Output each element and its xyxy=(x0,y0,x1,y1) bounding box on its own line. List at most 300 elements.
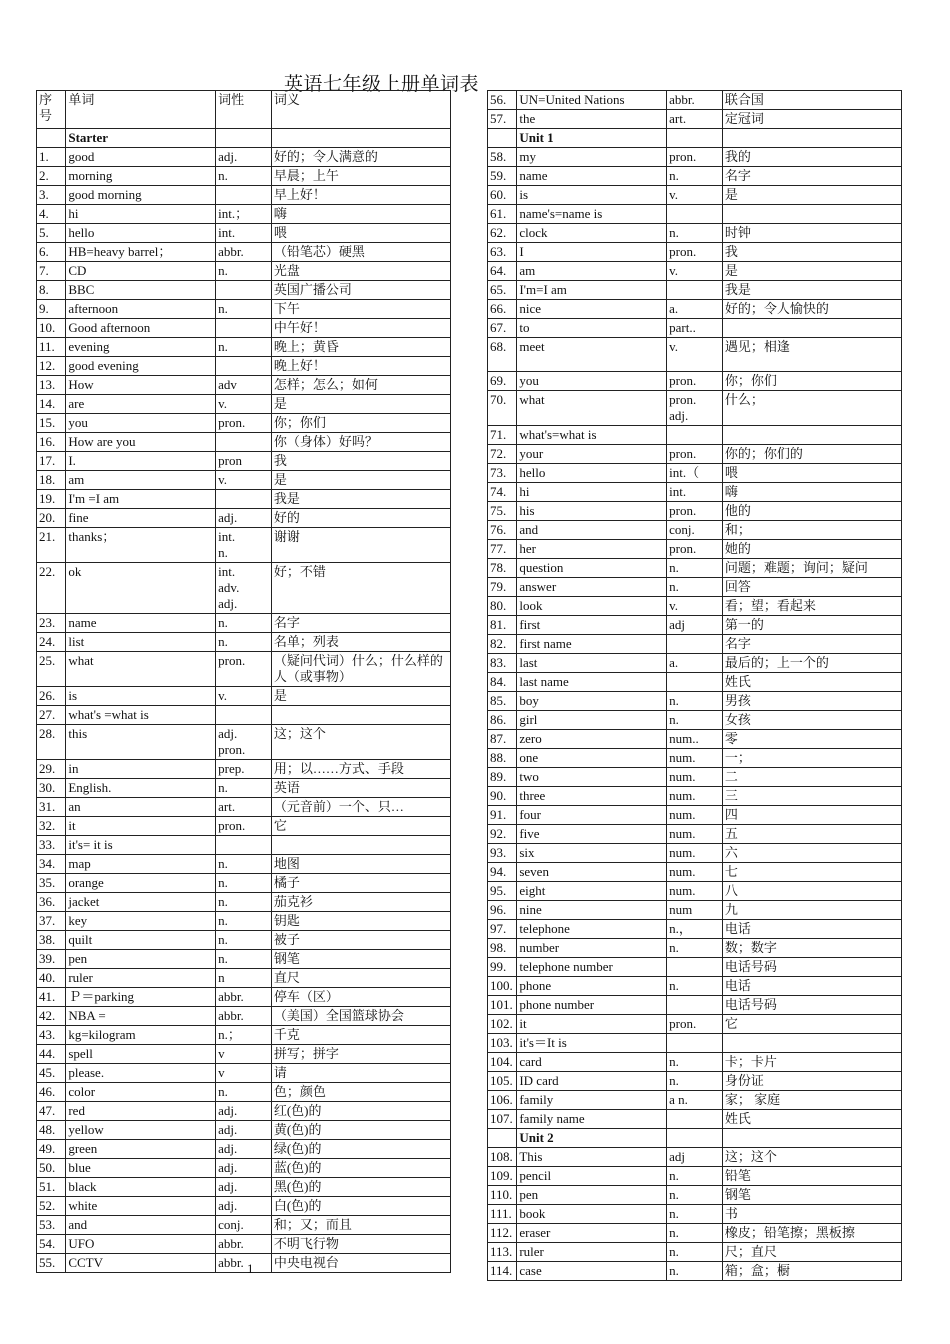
cell-pos: art. xyxy=(216,798,272,817)
cell-pos: int. xyxy=(667,483,723,502)
cell-pos: n. xyxy=(216,950,272,969)
cell-word: This xyxy=(517,1148,667,1167)
cell-no: 107. xyxy=(488,1110,517,1129)
cell-pos xyxy=(667,281,723,300)
cell-meaning: 女孩 xyxy=(722,711,901,730)
table-row xyxy=(37,1007,451,1026)
cell-meaning: 男孩 xyxy=(722,692,901,711)
cell-word: first xyxy=(517,616,667,635)
table-row xyxy=(488,502,902,521)
table-row xyxy=(488,445,902,464)
cell-word: eraser xyxy=(517,1224,667,1243)
cell-pos xyxy=(667,1129,723,1148)
table-row xyxy=(488,110,902,129)
table-row xyxy=(37,855,451,874)
cell-word: pen xyxy=(66,950,216,969)
table-row xyxy=(37,817,451,836)
table-row xyxy=(37,281,451,300)
cell-pos xyxy=(667,1034,723,1053)
cell-no: 9. xyxy=(37,300,66,319)
cell-no: 72. xyxy=(488,445,517,464)
cell-word: How are you xyxy=(66,433,216,452)
cell-no: 1. xyxy=(37,148,66,167)
cell-pos: v xyxy=(216,1045,272,1064)
cell-word: boy xyxy=(517,692,667,711)
cell-no: 101. xyxy=(488,996,517,1015)
table-row xyxy=(488,920,902,939)
cell-word: his xyxy=(517,502,667,521)
page-title: 英语七年级上册单词表 xyxy=(284,74,480,95)
cell-meaning: 它 xyxy=(722,1015,901,1034)
cell-no: 43. xyxy=(37,1026,66,1045)
cell-pos: n. xyxy=(667,1186,723,1205)
cell-meaning: 是 xyxy=(271,471,450,490)
cell-no: 84. xyxy=(488,673,517,692)
cell-no: 25. xyxy=(37,652,66,687)
cell-meaning: 七 xyxy=(722,863,901,882)
cell-no: 41. xyxy=(37,988,66,1007)
cell-word: quilt xyxy=(66,931,216,950)
cell-pos: int. adv. adj. xyxy=(216,563,272,614)
table-row xyxy=(488,540,902,559)
cell-no: 17. xyxy=(37,452,66,471)
cell-meaning: 白(色)的 xyxy=(271,1197,450,1216)
cell-word: my xyxy=(517,148,667,167)
cell-meaning: 二 xyxy=(722,768,901,787)
table-row xyxy=(488,319,902,338)
cell-no: 96. xyxy=(488,901,517,920)
cell-no: 97. xyxy=(488,920,517,939)
table-row xyxy=(37,262,451,281)
table-row xyxy=(37,414,451,433)
cell-pos: n. xyxy=(216,262,272,281)
cell-word: CD xyxy=(66,262,216,281)
cell-no: 93. xyxy=(488,844,517,863)
cell-pos xyxy=(667,958,723,977)
cell-meaning: 联合国 xyxy=(722,91,901,110)
cell-no: 57. xyxy=(488,110,517,129)
cell-word: phone xyxy=(517,977,667,996)
table-row xyxy=(488,863,902,882)
cell-word: name xyxy=(517,167,667,186)
cell-no: 26. xyxy=(37,687,66,706)
table-row xyxy=(37,1235,451,1254)
cell-word: her xyxy=(517,540,667,559)
table-row xyxy=(488,372,902,391)
table-row xyxy=(37,874,451,893)
cell-word: is xyxy=(66,687,216,706)
cell-pos: pron. xyxy=(667,540,723,559)
table-row xyxy=(37,1083,451,1102)
cell-meaning: 是 xyxy=(722,186,901,205)
cell-meaning: 色；颜色 xyxy=(271,1083,450,1102)
cell-word: your xyxy=(517,445,667,464)
cell-meaning xyxy=(722,426,901,445)
cell-no: 37. xyxy=(37,912,66,931)
table-row xyxy=(488,262,902,281)
cell-word: this xyxy=(66,725,216,760)
cell-pos: n. xyxy=(216,633,272,652)
table-row xyxy=(37,395,451,414)
cell-word: you xyxy=(66,414,216,433)
cell-no: 76. xyxy=(488,521,517,540)
cell-pos: v. xyxy=(667,597,723,616)
cell-pos xyxy=(667,996,723,1015)
cell-meaning: 时钟 xyxy=(722,224,901,243)
cell-pos: pron. xyxy=(216,414,272,433)
cell-meaning: 卡；卡片 xyxy=(722,1053,901,1072)
cell-no: 75. xyxy=(488,502,517,521)
cell-no: 79. xyxy=(488,578,517,597)
cell-word: am xyxy=(517,262,667,281)
header-pos: 词性 xyxy=(216,91,272,129)
cell-word: UFO xyxy=(66,1235,216,1254)
table-row xyxy=(488,787,902,806)
cell-no: 22. xyxy=(37,563,66,614)
cell-meaning xyxy=(271,706,450,725)
header-no: 序号 xyxy=(37,91,66,129)
cell-word: girl xyxy=(517,711,667,730)
cell-no: 56. xyxy=(488,91,517,110)
cell-meaning: 它 xyxy=(271,817,450,836)
cell-meaning: 被子 xyxy=(271,931,450,950)
cell-meaning: 英国广播公司 xyxy=(271,281,450,300)
cell-no: 102. xyxy=(488,1015,517,1034)
cell-meaning: 名单；列表 xyxy=(271,633,450,652)
cell-pos: n. xyxy=(667,1243,723,1262)
cell-no: 16. xyxy=(37,433,66,452)
cell-meaning: 家； 家庭 xyxy=(722,1091,901,1110)
table-row xyxy=(488,338,902,372)
table-row xyxy=(488,730,902,749)
cell-word: six xyxy=(517,844,667,863)
table-row xyxy=(37,969,451,988)
cell-word: an xyxy=(66,798,216,817)
cell-word: black xyxy=(66,1178,216,1197)
table-row xyxy=(37,167,451,186)
table-row xyxy=(488,939,902,958)
cell-pos: n. xyxy=(216,614,272,633)
table-row xyxy=(37,1064,451,1083)
cell-no: 31. xyxy=(37,798,66,817)
cell-no: 88. xyxy=(488,749,517,768)
cell-meaning: 铅笔 xyxy=(722,1167,901,1186)
cell-no: 92. xyxy=(488,825,517,844)
cell-word: question xyxy=(517,559,667,578)
cell-word: three xyxy=(517,787,667,806)
cell-word: two xyxy=(517,768,667,787)
cell-word: spell xyxy=(66,1045,216,1064)
cell-meaning: 遇见；相逢 xyxy=(722,338,901,372)
cell-pos: adj. xyxy=(216,1178,272,1197)
table-row xyxy=(37,452,451,471)
cell-no: 63. xyxy=(488,243,517,262)
cell-pos: int. n. xyxy=(216,528,272,563)
table-row xyxy=(488,958,902,977)
cell-no: 109. xyxy=(488,1167,517,1186)
cell-pos: art. xyxy=(667,110,723,129)
table-row xyxy=(37,988,451,1007)
cell-no: 20. xyxy=(37,509,66,528)
cell-pos: v. xyxy=(667,186,723,205)
cell-word: in xyxy=(66,760,216,779)
cell-word: zero xyxy=(517,730,667,749)
cell-no: 33. xyxy=(37,836,66,855)
cell-word: Good afternoon xyxy=(66,319,216,338)
cell-meaning: 身份证 xyxy=(722,1072,901,1091)
cell-no: 74. xyxy=(488,483,517,502)
cell-no: 66. xyxy=(488,300,517,319)
cell-no: 62. xyxy=(488,224,517,243)
cell-word: number xyxy=(517,939,667,958)
cell-pos xyxy=(667,129,723,148)
cell-meaning: 她的 xyxy=(722,540,901,559)
cell-pos: a. xyxy=(667,654,723,673)
cell-meaning: 蓝(色)的 xyxy=(271,1159,450,1178)
table-row xyxy=(488,1110,902,1129)
cell-word: seven xyxy=(517,863,667,882)
cell-meaning: 什么； xyxy=(722,391,901,426)
cell-pos xyxy=(667,673,723,692)
cell-meaning: 请 xyxy=(271,1064,450,1083)
cell-pos: pron. xyxy=(216,817,272,836)
cell-word: good evening xyxy=(66,357,216,376)
table-row xyxy=(37,338,451,357)
cell-no: 48. xyxy=(37,1121,66,1140)
cell-pos: n. xyxy=(667,1205,723,1224)
cell-meaning: 你的；你们的 xyxy=(722,445,901,464)
cell-meaning: 是 xyxy=(271,687,450,706)
table-row xyxy=(488,1091,902,1110)
cell-word: what's =what is xyxy=(66,706,216,725)
cell-no: 11. xyxy=(37,338,66,357)
cell-pos: n. xyxy=(667,167,723,186)
cell-pos: abbr. xyxy=(216,988,272,1007)
cell-pos: v. xyxy=(667,338,723,372)
cell-no: 81. xyxy=(488,616,517,635)
cell-pos: adj. xyxy=(216,1159,272,1178)
cell-pos: v. xyxy=(667,262,723,281)
table-row xyxy=(488,186,902,205)
cell-no: 47. xyxy=(37,1102,66,1121)
cell-meaning: 不明飞行物 xyxy=(271,1235,450,1254)
cell-meaning: 零 xyxy=(722,730,901,749)
cell-pos: n. xyxy=(216,1083,272,1102)
table-row xyxy=(37,224,451,243)
cell-no: 106. xyxy=(488,1091,517,1110)
cell-meaning: 姓氏 xyxy=(722,1110,901,1129)
cell-word: what's=what is xyxy=(517,426,667,445)
cell-pos: abbr. xyxy=(216,1254,272,1273)
cell-word: you xyxy=(517,372,667,391)
cell-word: I'm =I am xyxy=(66,490,216,509)
cell-pos: int.（ xyxy=(667,464,723,483)
table-row xyxy=(488,1072,902,1091)
cell-no: 90. xyxy=(488,787,517,806)
section-row xyxy=(488,1129,902,1148)
table-row xyxy=(488,1224,902,1243)
vocab-table-left xyxy=(36,90,451,1273)
cell-word: kg=kilogram xyxy=(66,1026,216,1045)
cell-no: 4. xyxy=(37,205,66,224)
cell-pos: n. xyxy=(216,300,272,319)
cell-no: 111. xyxy=(488,1205,517,1224)
cell-meaning: 我 xyxy=(271,452,450,471)
table-row xyxy=(488,635,902,654)
cell-word: family xyxy=(517,1091,667,1110)
cell-word: to xyxy=(517,319,667,338)
cell-pos: n. xyxy=(216,931,272,950)
cell-pos: num. xyxy=(667,863,723,882)
cell-word: CCTV xyxy=(66,1254,216,1273)
cell-no: 108. xyxy=(488,1148,517,1167)
table-row xyxy=(37,243,451,262)
cell-no: 40. xyxy=(37,969,66,988)
cell-meaning: 箱；盒；橱 xyxy=(722,1262,901,1281)
cell-pos: pron xyxy=(216,452,272,471)
cell-meaning: 停车（区） xyxy=(271,988,450,1007)
cell-meaning: 钥匙 xyxy=(271,912,450,931)
cell-pos: pron. xyxy=(667,502,723,521)
cell-meaning: 黑(色)的 xyxy=(271,1178,450,1197)
cell-meaning: 名字 xyxy=(722,635,901,654)
cell-no: 94. xyxy=(488,863,517,882)
cell-word: family name xyxy=(517,1110,667,1129)
cell-pos: num xyxy=(667,901,723,920)
cell-pos: conj. xyxy=(216,1216,272,1235)
cell-pos: n. xyxy=(667,224,723,243)
cell-meaning xyxy=(722,205,901,224)
table-row xyxy=(37,1121,451,1140)
table-row xyxy=(488,996,902,1015)
cell-pos: adj. xyxy=(216,509,272,528)
table-row xyxy=(488,692,902,711)
cell-pos: n. xyxy=(216,779,272,798)
cell-word: pen xyxy=(517,1186,667,1205)
cell-meaning: 和；又；而且 xyxy=(271,1216,450,1235)
cell-meaning: 这；这个 xyxy=(271,725,450,760)
cell-word: blue xyxy=(66,1159,216,1178)
cell-meaning: 光盘 xyxy=(271,262,450,281)
cell-no: 45. xyxy=(37,1064,66,1083)
table-row xyxy=(37,779,451,798)
cell-meaning xyxy=(722,319,901,338)
cell-word: good morning xyxy=(66,186,216,205)
cell-word: thanks； xyxy=(66,528,216,563)
cell-meaning: 喂 xyxy=(271,224,450,243)
cell-no xyxy=(37,129,66,148)
vocab-table-right xyxy=(487,90,902,1281)
cell-word: ok xyxy=(66,563,216,614)
cell-meaning: 好的；令人满意的 xyxy=(271,148,450,167)
cell-pos: n. xyxy=(667,977,723,996)
cell-word: name xyxy=(66,614,216,633)
table-row xyxy=(488,825,902,844)
table-row xyxy=(37,1178,451,1197)
cell-pos xyxy=(667,205,723,224)
table-row xyxy=(488,243,902,262)
table-row xyxy=(37,652,451,687)
cell-word: name's=name is xyxy=(517,205,667,224)
cell-no: 65. xyxy=(488,281,517,300)
cell-word: is xyxy=(517,186,667,205)
cell-pos: int.； xyxy=(216,205,272,224)
cell-pos: adj. xyxy=(216,1140,272,1159)
cell-no: 15. xyxy=(37,414,66,433)
cell-word: yellow xyxy=(66,1121,216,1140)
cell-no: 44. xyxy=(37,1045,66,1064)
table-row xyxy=(37,563,451,614)
cell-no: 60. xyxy=(488,186,517,205)
cell-pos: adj. xyxy=(216,148,272,167)
cell-word: morning xyxy=(66,167,216,186)
cell-word: hello xyxy=(66,224,216,243)
cell-word: I'm=I am xyxy=(517,281,667,300)
cell-no: 49. xyxy=(37,1140,66,1159)
cell-pos: prep. xyxy=(216,760,272,779)
cell-pos: num. xyxy=(667,749,723,768)
table-row xyxy=(488,1262,902,1281)
table-row xyxy=(488,616,902,635)
cell-pos xyxy=(216,129,272,148)
cell-meaning: 英语 xyxy=(271,779,450,798)
cell-no: 64. xyxy=(488,262,517,281)
cell-pos: n. xyxy=(667,1224,723,1243)
table-row xyxy=(488,483,902,502)
cell-meaning: 拼写；拼字 xyxy=(271,1045,450,1064)
cell-no: 34. xyxy=(37,855,66,874)
cell-meaning: 红(色)的 xyxy=(271,1102,450,1121)
cell-no: 103. xyxy=(488,1034,517,1053)
cell-pos: n. xyxy=(667,578,723,597)
table-row xyxy=(488,148,902,167)
cell-meaning: 是 xyxy=(722,262,901,281)
cell-word: evening xyxy=(66,338,216,357)
table-row xyxy=(488,597,902,616)
table-row xyxy=(488,281,902,300)
table-row xyxy=(488,1148,902,1167)
cell-word: orange xyxy=(66,874,216,893)
cell-word: please. xyxy=(66,1064,216,1083)
cell-word: nice xyxy=(517,300,667,319)
cell-word: it xyxy=(66,817,216,836)
cell-no: 19. xyxy=(37,490,66,509)
cell-no: 55. xyxy=(37,1254,66,1273)
cell-word: map xyxy=(66,855,216,874)
cell-meaning: 你（身体）好吗？ xyxy=(271,433,450,452)
table-row xyxy=(37,319,451,338)
cell-word: clock xyxy=(517,224,667,243)
cell-meaning: 下午 xyxy=(271,300,450,319)
cell-word: good xyxy=(66,148,216,167)
cell-word: card xyxy=(517,1053,667,1072)
cell-meaning: 电话号码 xyxy=(722,996,901,1015)
cell-word: the xyxy=(517,110,667,129)
cell-pos: num. xyxy=(667,787,723,806)
cell-pos: v. xyxy=(216,687,272,706)
table-row xyxy=(488,1015,902,1034)
cell-no: 78. xyxy=(488,559,517,578)
table-row xyxy=(488,91,902,110)
cell-no: 98. xyxy=(488,939,517,958)
cell-pos: int. xyxy=(216,224,272,243)
cell-word: ID card xyxy=(517,1072,667,1091)
cell-word: first name xyxy=(517,635,667,654)
cell-no: 23. xyxy=(37,614,66,633)
table-row xyxy=(37,376,451,395)
table-row xyxy=(488,464,902,483)
cell-meaning: 嗨 xyxy=(271,205,450,224)
